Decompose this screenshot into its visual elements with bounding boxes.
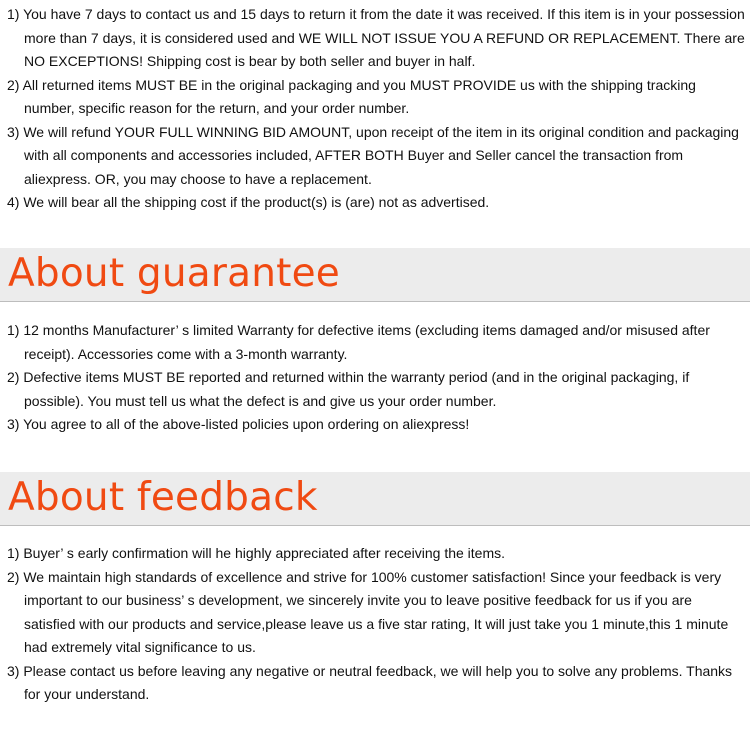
item-text: We will bear all the shipping cost if the product(s) is (are) not as advertised.: [23, 194, 490, 210]
item-text: Buyer’ s early confirmation will he highly appreciated after receiving the items.: [23, 545, 506, 561]
list-item: [0, 319, 750, 366]
list-item: [0, 74, 750, 121]
list-item: [0, 121, 750, 192]
list-item: [0, 191, 750, 215]
item-number: 1): [7, 322, 20, 338]
list-item: [0, 366, 750, 413]
item-text: We maintain high standards of excellence and strive for 100% customer satisfaction! Since your feedback is very important to our business’ s development, we sincerely invite you to leave positive feedback for us if you are satisfied with our products and service,please leave us a five star rating, It will just take you 1 minute,this 1 minute had extremely vital significance to us.: [23, 568, 729, 655]
guarantee-list: [0, 319, 750, 437]
feedback-heading-band: [0, 472, 750, 526]
feedback-list: [0, 542, 750, 707]
returns-policy-section: [0, 3, 750, 215]
list-item: [0, 413, 750, 437]
item-number: 1): [7, 6, 20, 22]
item-number: 4): [7, 194, 20, 210]
item-number: 2): [7, 369, 20, 385]
item-number: 3): [7, 416, 20, 432]
item-number: 1): [7, 545, 20, 561]
item-text: You have 7 days to contact us and 15 days to return it from the date it was received. If this item is in your possession more than 7 days, it is considered used and WE WILL NOT ISSUE YOU A REFUND OR REPLACEMENT. There are NO EXCEPTIONS! Shipping cost is bear by both seller and buyer in half.: [23, 6, 745, 69]
item-text: We will refund YOUR FULL WINNING BID AMOUNT, upon receipt of the item in its original condition and packaging with all components and accessories included, AFTER BOTH Buyer and Seller cancel the transaction from aliexpress. OR, you may choose to have a replacement.: [23, 123, 739, 187]
list-item: [0, 566, 750, 660]
item-number: 3): [7, 123, 20, 140]
item-text: Please contact us before leaving any negative or neutral feedback, we will help you to solve any problems. Thanks for your understand.: [23, 662, 733, 702]
item-text: Defective items MUST BE reported and returned within the warranty period (and in the original packaging, if possible). You must tell us what the defect is and give us your order number.: [23, 369, 690, 409]
feedback-section: [0, 542, 750, 707]
guarantee-section: [0, 319, 750, 437]
guarantee-heading: About guarantee: [8, 251, 341, 296]
list-item: [0, 542, 750, 566]
item-number: 3): [7, 662, 20, 679]
item-number: 2): [7, 568, 20, 585]
list-item: [0, 660, 750, 707]
guarantee-heading-band: [0, 248, 750, 302]
feedback-heading: About feedback: [8, 475, 318, 520]
list-item: [0, 3, 750, 74]
item-number: 2): [7, 76, 20, 93]
returns-policy-list: [0, 3, 750, 215]
item-text: You agree to all of the above-listed policies upon ordering on aliexpress!: [23, 416, 470, 432]
item-text: 12 months Manufacturer’ s limited Warranty for defective items (excluding items damaged and/or misused after receipt). Accessories come with a 3-month warranty.: [23, 322, 710, 362]
item-text: All returned items MUST BE in the original packaging and you MUST PROVIDE us with the shipping tracking number, specific reason for the return, and your order number.: [22, 76, 696, 116]
